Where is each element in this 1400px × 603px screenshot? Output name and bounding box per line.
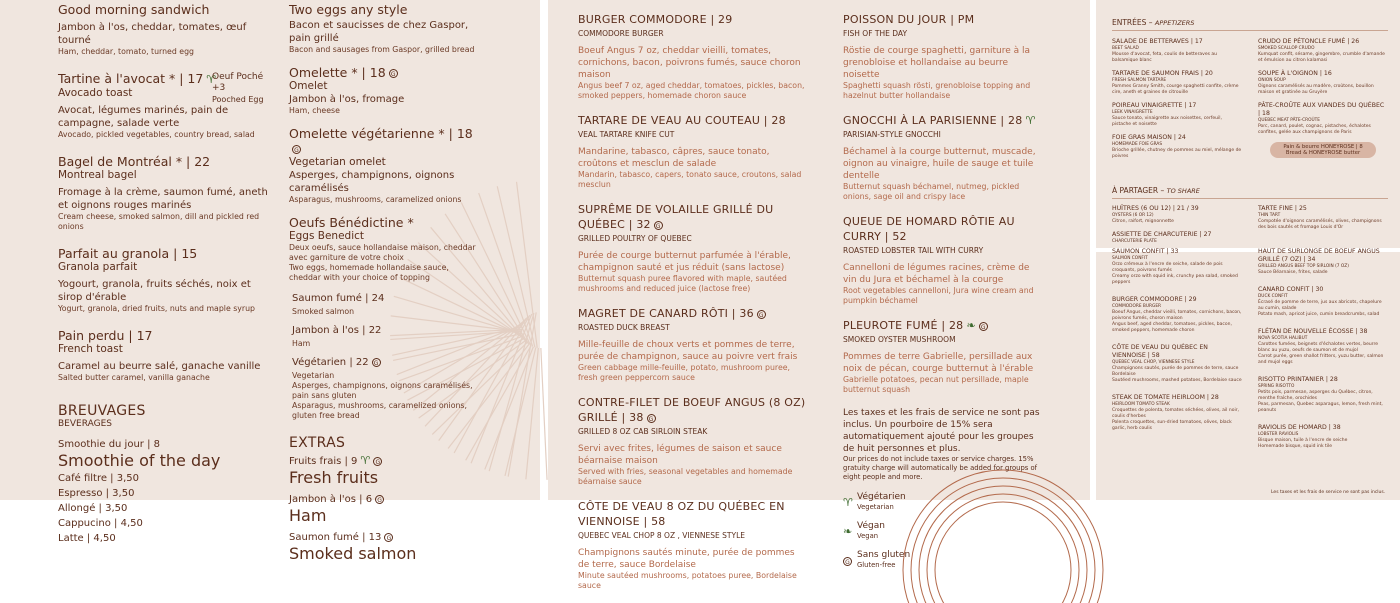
menu-item: SOUPE À L'OIGNON | 16 ONION SOUP Oignons caramélisés au madère, croûtons, bouillon maison et gratinée au Gruyère [1258,70,1374,95]
gluten-free-icon: G [979,322,988,331]
menu-item: CÔTE DE VEAU DU QUÉBEC EN VIENNOISE | 58 QUEBEC VEAL CHOP, VIENNESE STYLE Champignons sautés, purée de pommes de terre, sauce Bordelaise Sautéed mushrooms, mashed potatoes, Bordelaise sauce [1112,344,1242,383]
menu-item: BURGER COMMODORE | 29 COMMODORE BURGER Boeuf Angus 7 oz, cheddar vieilli, tomates, cornichons, bacon, poivrons fumés, sauce choron maison Angus beef 7 oz, aged cheddar, tomatoes, pickles, bacon, smoked peppers, homemade choron sauce [578,13,805,100]
breakfast-column-2 [289,2,479,563]
to-share-column-1 [1112,205,1242,251]
menu-item: Tartine à l'avocat * | 17 ♈ Avocado toast Avocat, légumes marinés, pain de campagne, salade verte Avocado, pickled vegetables, country bread, salad Oeuf Poché +3 Pooched Egg [58,71,273,140]
divider [1112,198,1388,199]
menu-item: Jambon à l'os | 22 Ham [292,325,382,348]
mains-column-1 [1112,248,1242,438]
to-share-heading: À PARTAGER – TO SHARE [1112,186,1200,195]
vegan-icon: ❧ [843,524,853,538]
bread-butter-badge: Pain & beurre HONEYROSE | 8 Bread & HONEYROSE butter [1270,142,1376,158]
entrees-heading: ENTRÉES – APPETIZERS [1112,18,1195,27]
gluten-free-icon: G [384,533,393,542]
menu-item: RISOTTO PRINTANIER | 28 SPRING RISOTTO Petits pois, parmesan, asperges du Québec, citron, menthe fraîche, orochides Peas, parmesan, Quebec asparagus, lemon, fresh mint, peanuts [1258,376,1383,413]
vegetarian-icon: ♈ [1025,114,1036,127]
gluten-free-icon: G [757,310,766,319]
vegetarian-icon: ♈ [843,495,853,509]
sunburst-ray [497,186,535,347]
menu-item: Bagel de Montréal * | 22 Montreal bagel Fromage à la crème, saumon fumé, aneth et oignons rouges marinés Cream cheese, smoked salmon, dill and pickled red onions [58,154,268,231]
menu-item: BURGER COMMODORE | 29 COMMODORE BURGER Boeuf Angus, cheddar vieilli, tomates, cornichons, bacon, poivrons fumés, choron maison Angus beef, aged cheddar, tomatoes, pickles, bacon, smoked peppers, homemade choron [1112,296,1242,333]
mains-column-2 [843,12,1043,570]
extras-list: Fruits frais | 9 ♈ G Fresh fruits Jambon à l'os | 6 G Ham Saumon fumé | 13 G Smoked salmon [289,454,417,563]
sunburst-ray [505,348,536,476]
tax-notice-fr: Les taxes et les frais de service ne sont pas inclus. Un pourboire de 15% sera automatiquement ajouté pour les groupes de huit personnes et plus. [843,408,1040,454]
menu-item: Omelette * | 18 G Omelet Jambon à l'os, fromage Ham, cheese [289,65,405,115]
menu-item: STEAK DE TOMATE HEIRLOOM | 28 HEIRLOOM TOMATO STEAK Croquettes de polenta, tomates séchées, olives, ail noir, coulis d'herbes Polenta croquettes, sun-dried tomatoes, olives, black garlic, herb coulis [1112,394,1239,431]
entrees-column-1 [1112,38,1242,166]
beverages-heading: BREUVAGES [58,403,146,419]
menu-item: FOIE GRAS MAISON | 24 HOMEMADE FOIE GRAS Brioche grillée, chutney de pommes au miel, mélange de poivres [1112,134,1242,159]
dinner-menu-panel [1096,0,1400,500]
dinner-menu-top [1096,0,1400,248]
menu-item: Pain perdu | 17 French toast Caramel au beurre salé, ganache vanille Salted butter caramel, vanilla ganache [58,328,261,382]
dietary-legend [843,492,1043,570]
breakfast-menu-panel [0,0,540,563]
sunburst-ray [541,348,547,480]
gluten-free-icon: G [647,414,656,423]
menu-item: Good morning sandwich Jambon à l'os, cheddar, tomates, œuf tourné Ham, cheddar, tomato, turned egg [58,2,247,56]
gluten-free-icon: G [372,358,381,367]
menu-item: SUPRÊME DE VOLAILLE GRILLÉ DU QUÉBEC | 32 G GRILLED POULTRY OF QUEBEC Purée de courge butternut parfumée à l'érable, champignon sauté et jus réduit (sans lactose) Butternut squash puree flavored with maple, sautéed mushrooms and reduced juice (lactose free) [578,203,791,293]
menu-item: SAUMON CONFIT | 33 SALMON CONFIT Orzo crémeux à l'encre de seiche, salade de pois croquants, poivrons fumés Creamy orzo with squid ink, crunchy pea salad, smoked peppers [1112,248,1238,285]
vegan-icon: ♈ [360,454,371,467]
legend-item: G Sans gluten Gluten-free [843,550,1043,570]
menu-item: CÔTE DE VEAU 8 OZ DU QUÉBEC EN VIENNOISE | 58 QUEBEC VEAL CHOP 8 OZ , VIENNESE STYLE Champignons sautés minute, purée de pommes de terre, sauce Bordelaise Minute sautéed mushrooms, potatoes puree, Bordelaise sauce [578,500,797,590]
entrees-column-2 [1258,38,1388,158]
dinner-menu-bottom [1096,248,1400,500]
breakfast-column-1 [58,2,273,545]
extras-heading: EXTRAS [289,435,346,451]
menu-item: Végétarien | 22 G Vegetarian Asperges, champignons, oignons caramélisés, pain sans gluten Asparagus, mushrooms, caramelized onions, gluten free bread [292,357,473,420]
divider [1112,30,1388,31]
beverages-subheading: BEVERAGES [58,419,112,429]
menu-item: MAGRET DE CANARD RÔTI | 36 G ROASTED DUCK BREAST Mille-feuille de choux verts et pommes de terre, purée de champignon, sauce au poivre vert frais Green cabbage mille-feuille, potato, mushroom puree, fresh green peppercorn sauce [578,307,798,382]
menu-item: HAUT DE SURLONGE DE BOEUF ANGUS GRILLÉ (7 OZ) | 34 GRILLED ANGUS BEEF TOP SIRLOIN (7 OZ) Sauce Béarnaise, frites, salade [1258,248,1380,275]
gluten-free-icon: G [375,495,384,504]
to-share-column-2 [1258,205,1388,237]
sunburst-ray [526,348,538,479]
gluten-free-icon: G [654,221,663,230]
menu-item: POIREAU VINAIGRETTE | 17 LEEK VINAIGRETTE Sauce tonato, vinaigrette aux noisettes, cerfeuil, pistache et noisette [1112,102,1222,127]
menu-item: CANARD CONFIT | 30 DUCK CONFIT Écrasé de pomme de terre, jus aux abricots, chapelure au cumin, salade Potato mash, apricot juice, cumin breadcrumbs, salad [1258,286,1382,317]
gluten-free-icon: G [843,557,852,566]
menu-item: FLÉTAN DE NOUVELLE ÉCOSSE | 38 NOVA SCOTIA HALIBUT Carottes fumées, beignets d'échalotes vertes, beurre blanc au yuzu, oeufs de saumon et de mujol Carrot purée, green shallot fritters, yuzu butter, salmon and mujol eggs [1258,328,1384,365]
menu-item: Parfait au granola | 15 Granola parfait Yogourt, granola, fruits séchés, noix et sirop d'érable Yogurt, granola, dried fruits, nuts and maple syrup [58,246,255,313]
menu-item: TARTARE DE VEAU AU COUTEAU | 28 VEAL TARTARE KNIFE CUT Mandarine, tabasco, câpres, sauce tonato, croûtons et mesclun de salade Mandarin, tabasco, capers, tonato sauce, croutons, salad mesclun [578,114,802,189]
menu-item: CRUDO DE PÉTONCLE FUMÉ | 26 SMOKED SCALLOP CRUDO Kumquat confit, sésame, gingembre, crumble d'amande et émulsion au citron kalamasi [1258,38,1385,63]
menu-item: Oeufs Bénédictine * Eggs Benedict Deux oeufs, sauce hollandaise maison, cheddar avec garniture de votre choix Two eggs, homemade hollandaise sauce, cheddar with your choice of topping [289,215,476,282]
menu-item: TARTARE DE SAUMON FRAIS | 20 FRESH SALMON TARTARE Pommes Granny Smith, courge spaghetti confite, crème cire, aneth et graines de citrouille [1112,70,1239,95]
menu-item: HUÎTRES (6 OU 12) | 21 / 39 OYSTERS (6 OR 12) Citron, raifort, mignonnette [1112,205,1199,224]
beverages-list: Smoothie du jour | 8 Smoothie of the day Café filtre | 3,50 Espresso | 3,50 Allongé | 3,50 Cappucino | 4,50 Latte | 4,50 [58,439,221,544]
menu-item: CONTRE-FILET DE BOEUF ANGUS (8 OZ) GRILLÉ | 38 G GRILLED 8 OZ CAB SIRLOIN STEAK Servi avec frites, légumes de saison et sauce béarnaise maison Served with fries, seasonal vegetables and homemade béarnaise sauce [578,396,806,486]
tax-notice: Les taxes et les frais de service ne sont pas inclus. [1271,490,1386,495]
gluten-free-icon: G [389,69,398,78]
mains-column-1 [578,12,806,603]
menu-item: Two eggs any style Bacon et saucisses de chez Gaspor, pain grillé Bacon and sausages from Gaspor, grilled bread [289,2,475,54]
gluten-free-icon: G [373,457,382,466]
menu-item: Omelette végétarienne * | 18G Vegetarian omelet Asperges, champignons, oignons caramélisés Asparagus, mushrooms, caramelized onions [289,126,473,204]
menu-item: GNOCCHI À LA PARISIENNE | 28 ♈ PARISIAN-STYLE GNOCCHI Béchamel à la courge butternut, muscade, oignon au vinaigre, huile de sauge et tuile dentelle Butternut squash béchamel, nutmeg, pickled onions, sage oil and crispy lace [843,114,1036,201]
menu-item: TARTE FINE | 25 THIN TART Compotée d'oignons caramélisés, olives, champignons des bois sautés et fromage Louis d'Or [1258,205,1382,230]
add-on-option: Oeuf Poché +3 Pooched Egg [212,72,264,104]
benedictine-options [289,293,479,421]
menu-item: Saumon fumé | 24 Smoked salmon [292,293,385,316]
menu-item: PLEUROTE FUMÉ | 28 ❧ G SMOKED OYSTER MUSHROOM Pommes de terre Gabrielle, persillade aux noix de pécan, courge butternut à l'érable Gabrielle potatoes, pecan nut persillade, maple butternut squash [843,319,1034,394]
menu-item: SALADE DE BETTERAVES | 17 BEET SALAD Mousse d'avocat, feta, coulis de betteraves au balsamique blanc [1112,38,1217,63]
menu-item: PÂTE-CROÛTE AUX VIANDES DU QUÉBEC | 18 QUEBEC MEAT PÂTE-CROÛTE Porc, canard, poulet, cognac, pistaches, échalotes confites, gelée aux champignons de Paris [1258,102,1385,135]
tax-notice-en: Our prices do not include taxes or service charges. 15% gratuity charge will automatically be added for groups of eight people and more. [843,455,1038,481]
legend-item: ❧ Végan Vegan [843,521,885,540]
menu-item: RAVIOLIS DE HOMARD | 38 LOBSTER RAVIOLIS Bisque maison, tuile à l'encre de seiche Homemade bisque, squid ink tile [1258,424,1348,449]
vegan-icon: ❧ [966,319,976,332]
menu-item: QUEUE DE HOMARD RÔTIE AU CURRY | 52 ROASTED LOBSTER TAIL WITH CURRY Cannelloni de légumes racines, crème de vin du Jura et béchamel à la courge Root vegetables cannelloni, Jura wine cream and pumpkin béchamel [843,215,1034,305]
menu-item: ASSIETTE DE CHARCUTERIE | 27 CHARCUTERIE PLATE [1112,231,1212,244]
menu-item: POISSON DU JOUR | PM FISH OF THE DAY Röstie de courge spaghetti, garniture à la grenobloise et hollandaise au beurre noisette Spaghetti squash rösti, grenobloise topping and hazelnut butter hollandaise [843,13,1031,100]
mains-column-2 [1258,248,1388,456]
mains-menu-panel [548,0,1090,590]
gluten-free-icon: G [292,145,301,154]
legend-item: ♈ Végétarien Vegetarian [843,492,906,511]
vegan-icon: ♈ [206,73,217,86]
